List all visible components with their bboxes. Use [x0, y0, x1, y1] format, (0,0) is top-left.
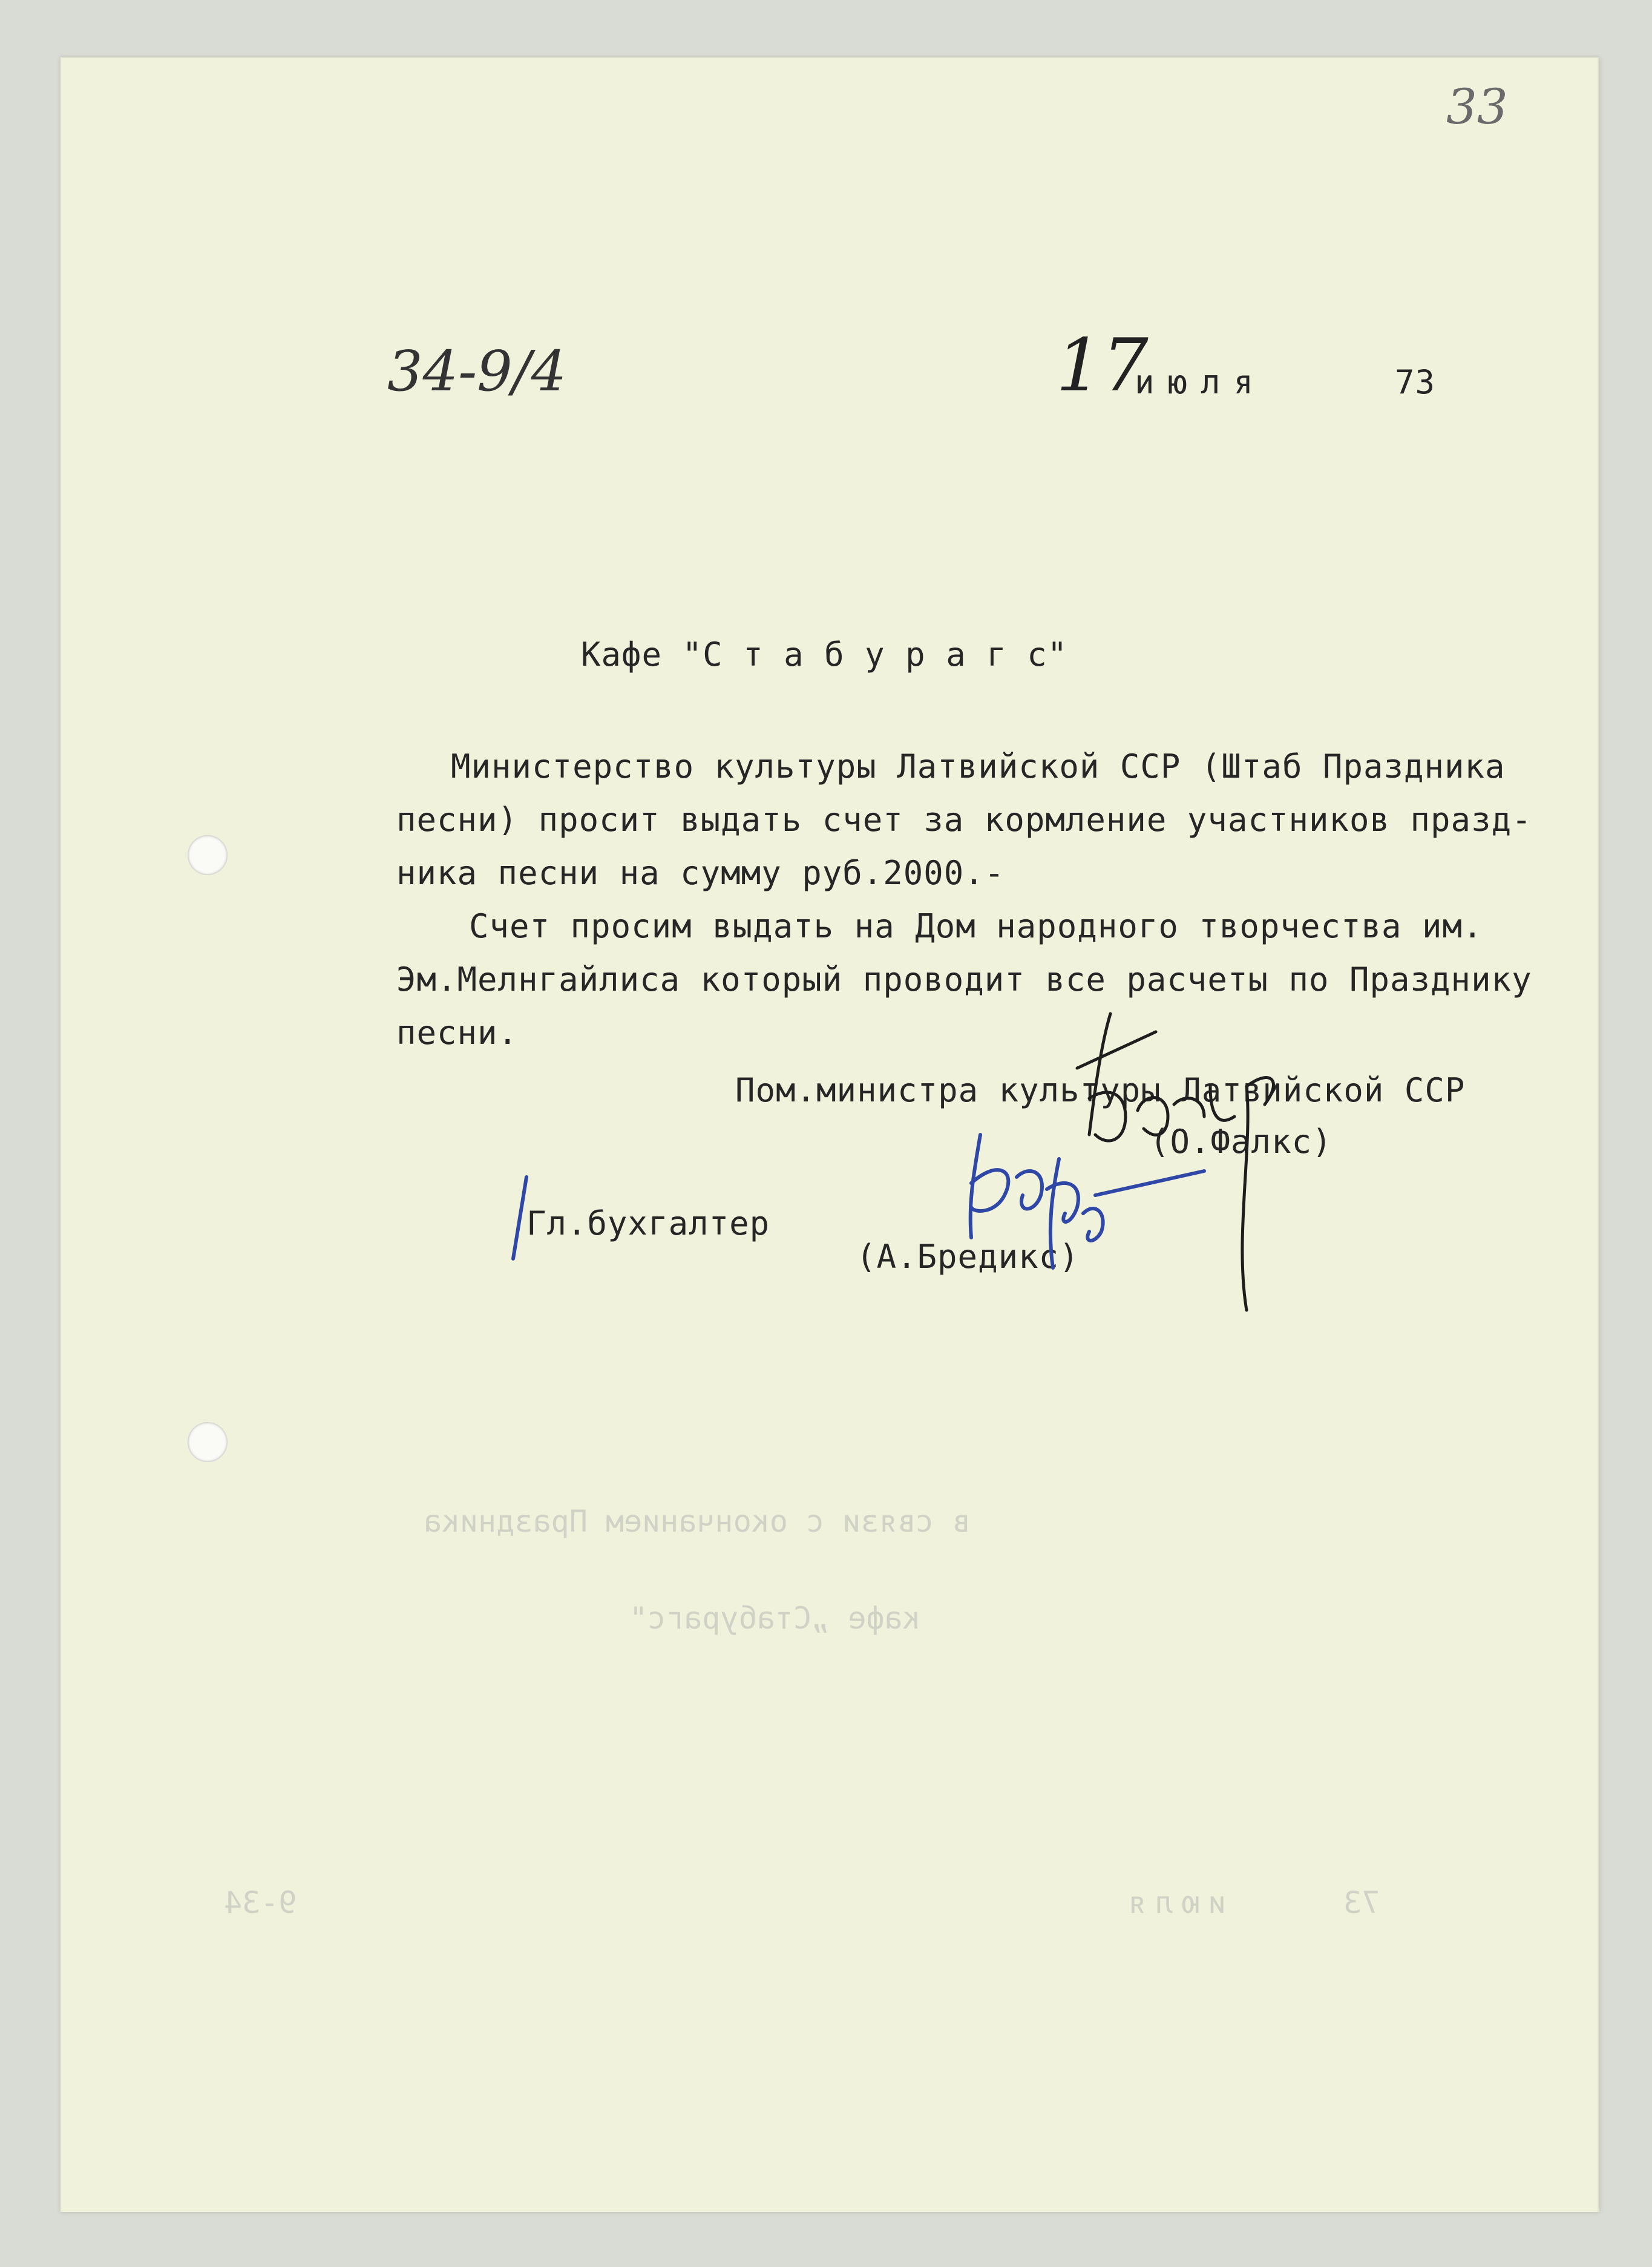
- pencil-tick-mark: [508, 1174, 533, 1265]
- paper-sheet: [61, 57, 1599, 2212]
- body-line-4: Счет просим выдать на Дом народного творчества им.: [469, 907, 1483, 945]
- signature-chief-accountant: [938, 1123, 1228, 1280]
- body-line-5: Эм.Мелнгайлиса который проводит все расчеты по Празднику: [396, 960, 1532, 999]
- bleed-through-line-1: в связи с окончанием Праздника: [424, 1504, 971, 1539]
- bleed-through-line-3c: 9-34: [224, 1885, 297, 1920]
- punch-hole-lower: [188, 1422, 228, 1462]
- body-line-2: песни) просит выдать счет за кормление участников празд-: [396, 801, 1532, 839]
- date-month: июля: [1135, 363, 1267, 401]
- signatory-title: Пом.министра культуры Латвийской ССР: [735, 1071, 1466, 1109]
- page-number: 33: [1446, 79, 1508, 135]
- accountant-title: Гл.бухгалтер: [526, 1204, 770, 1242]
- accountant-name: (А.Бредикс): [856, 1238, 1080, 1276]
- body-line-6: песни.: [396, 1014, 519, 1052]
- bleed-through-line-3b: июля: [1119, 1885, 1227, 1920]
- signatory-name: (О.Фалкс): [1150, 1123, 1332, 1161]
- body-line-1: Министерство культуры Латвийской ССР (Штаб Праздника: [451, 747, 1506, 786]
- body-line-3: ника песни на сумму руб.2000.-: [396, 854, 1005, 892]
- punch-hole-upper: [188, 835, 228, 875]
- reference-number: 34-9/4: [387, 339, 567, 404]
- date-day: 17: [1056, 324, 1149, 408]
- bleed-through-line-2: кафе „Стабурагс": [629, 1601, 921, 1636]
- bleed-through-line-3a: 73: [1343, 1885, 1380, 1920]
- addressee: Кафе "С т а б у р а г с": [581, 635, 1068, 674]
- date-year: 73: [1395, 363, 1436, 401]
